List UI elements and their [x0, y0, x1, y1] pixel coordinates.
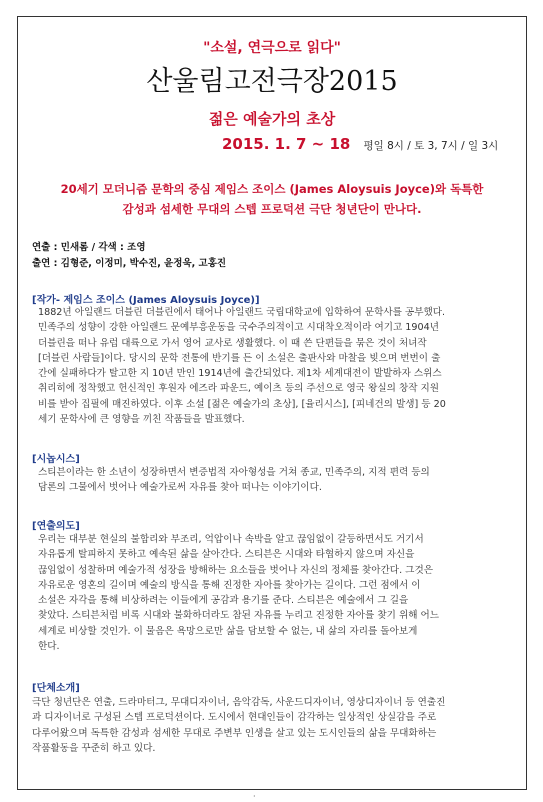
- author-body: [38, 305, 512, 427]
- author-line: 취리히에 정착했고 헌신적인 후원자 에즈라 파운드, 예이츠 등의 주선으로 영국 왕실의 창작 지원: [38, 383, 440, 395]
- author-line: 더블린을 떠나 유럽 대륙으로 가서 영어 교사로 생활했다. 이 때 쓴 단편들을 묶은 것이 처녀작: [38, 337, 427, 349]
- cast-credit: 출연 : 김형준, 이정미, 박수진, 윤정욱, 고홍진: [32, 258, 227, 269]
- series-subtitle: "소설, 연극으로 읽다": [203, 40, 341, 56]
- direction-line: 자유로운 영혼의 길이며 예술의 방식을 통해 진정한 자아를 찾아가는 길이다. 그런 점에서 이: [38, 579, 421, 591]
- company-line: 극단 청년단은 연출, 드라마터그, 무대디자이너, 음악감독, 사운드디자이너, 영상디자이너 등 연출진: [32, 697, 446, 708]
- company-line: 다루어왔으며 독특한 감성과 섬세한 무대로 주변부 인생을 살고 있는 도시인들의 삶을 무대화하는: [32, 727, 437, 739]
- direction-body: [38, 532, 498, 654]
- author-line: 민족주의 성향이 강한 아일랜드 문예부흥운동을 국수주의적이고 시대착오적이라 여기고 1904년: [38, 322, 439, 334]
- synopsis-heading: [시놉시스]: [32, 454, 80, 465]
- tagline-line-1: 20세기 모더니즘 문학의 중심 제임스 조이스 (James Aloysuis Joyce)와 독특한: [60, 182, 484, 196]
- company-heading: [단체소개]: [32, 683, 80, 694]
- author-heading: [작가- 제임스 조이스 (James Aloysuis Joyce)]: [32, 295, 260, 306]
- author-line: 1882년 아일랜드 더블린 더블린에서 태어나 아일랜드 국립대학교에 입학하여 문학사를 공부했다.: [38, 307, 446, 318]
- direction-line: 한다.: [38, 641, 60, 653]
- poster-frame: [17, 16, 527, 790]
- synopsis-line: 담론의 그물에서 벗어나 예술가로써 자유를 찾아 떠나는 이야기이다.: [38, 482, 322, 494]
- direction-line: 끊임없이 성찰하며 예술가적 성장을 방해하는 요소들을 벗어나 자신의 정체를 찾아간다. 그것은: [38, 564, 433, 576]
- direction-line: 자유롭게 탈피하지 못하고 예속된 삶을 살아간다. 스티븐은 시대와 타협하지 않으며 자신을: [38, 549, 415, 561]
- direction-heading: [연출의도]: [32, 521, 80, 532]
- direction-line: 세계로 비상할 것인가. 이 물음은 욕망으로만 삶을 담보할 수 없는, 내 삶의 자리를 돌아보게: [38, 625, 418, 637]
- page-mark: ·: [253, 792, 256, 801]
- author-line: 비를 받아 집필에 매진하였다. 이후 소설 [젊은 예술가의 초상], [율리시스], [피네건의 발생] 등 20: [38, 398, 446, 410]
- company-body: [32, 695, 512, 756]
- direction-line: 찾았다. 스티븐처럼 비록 시대와 불화하더라도 참된 자유를 누리고 진정한 자아를 찾기 위해 어느: [38, 610, 440, 622]
- showtimes: 평일 8시 / 토 3, 7시 / 일 3시: [363, 140, 499, 152]
- date-range: 2015. 1. 7 ~ 18: [222, 135, 351, 153]
- staff-credit: 연출 : 민새롬 / 각색 : 조영: [32, 242, 146, 253]
- festival-title: 산울림고전극장2015: [146, 66, 398, 97]
- direction-line: 소설은 자각을 통해 비상하려는 이들에게 공감과 용기를 준다. 스티븐은 예술에서 그 길을: [38, 595, 409, 607]
- author-line: 세기 문학사에 큰 영향을 끼친 작품들을 발표했다.: [38, 414, 245, 426]
- performance-dates: [222, 134, 498, 153]
- synopsis-body: [38, 465, 512, 496]
- tagline: [32, 179, 512, 219]
- author-line: [더블린 사람들]이다. 당시의 문학 전통에 반기를 든 이 소설은 출판사와 마찰을 빚으며 번번이 출: [38, 352, 441, 364]
- play-title: 젊은 예술가의 초상: [208, 110, 336, 128]
- company-line: 과 디자이너로 구성된 스텝 프로덕션이다. 도시에서 현대인들이 감각하는 일상적인 상실감을 주로: [32, 712, 437, 724]
- author-line: 간에 실패하다가 탈고한 지 10년 만인 1914년에 출간되었다. 제1차 세계대전이 발발하자 스위스: [38, 368, 442, 380]
- synopsis-line: 스티븐이라는 한 소년이 성장하면서 변증법적 자아형성을 거쳐 종교, 민족주의, 지적 편력 등의: [38, 467, 430, 478]
- direction-line: 우리는 대부분 현실의 불합리와 부조리, 억압이나 속박을 알고 끊임없이 갈등하면서도 거기서: [38, 534, 424, 545]
- company-line: 작품활동을 꾸준히 하고 있다.: [32, 742, 156, 754]
- tagline-line-2: 감성과 섬세한 무대의 스텝 프로덕션 극단 청년단이 만나다.: [122, 202, 422, 216]
